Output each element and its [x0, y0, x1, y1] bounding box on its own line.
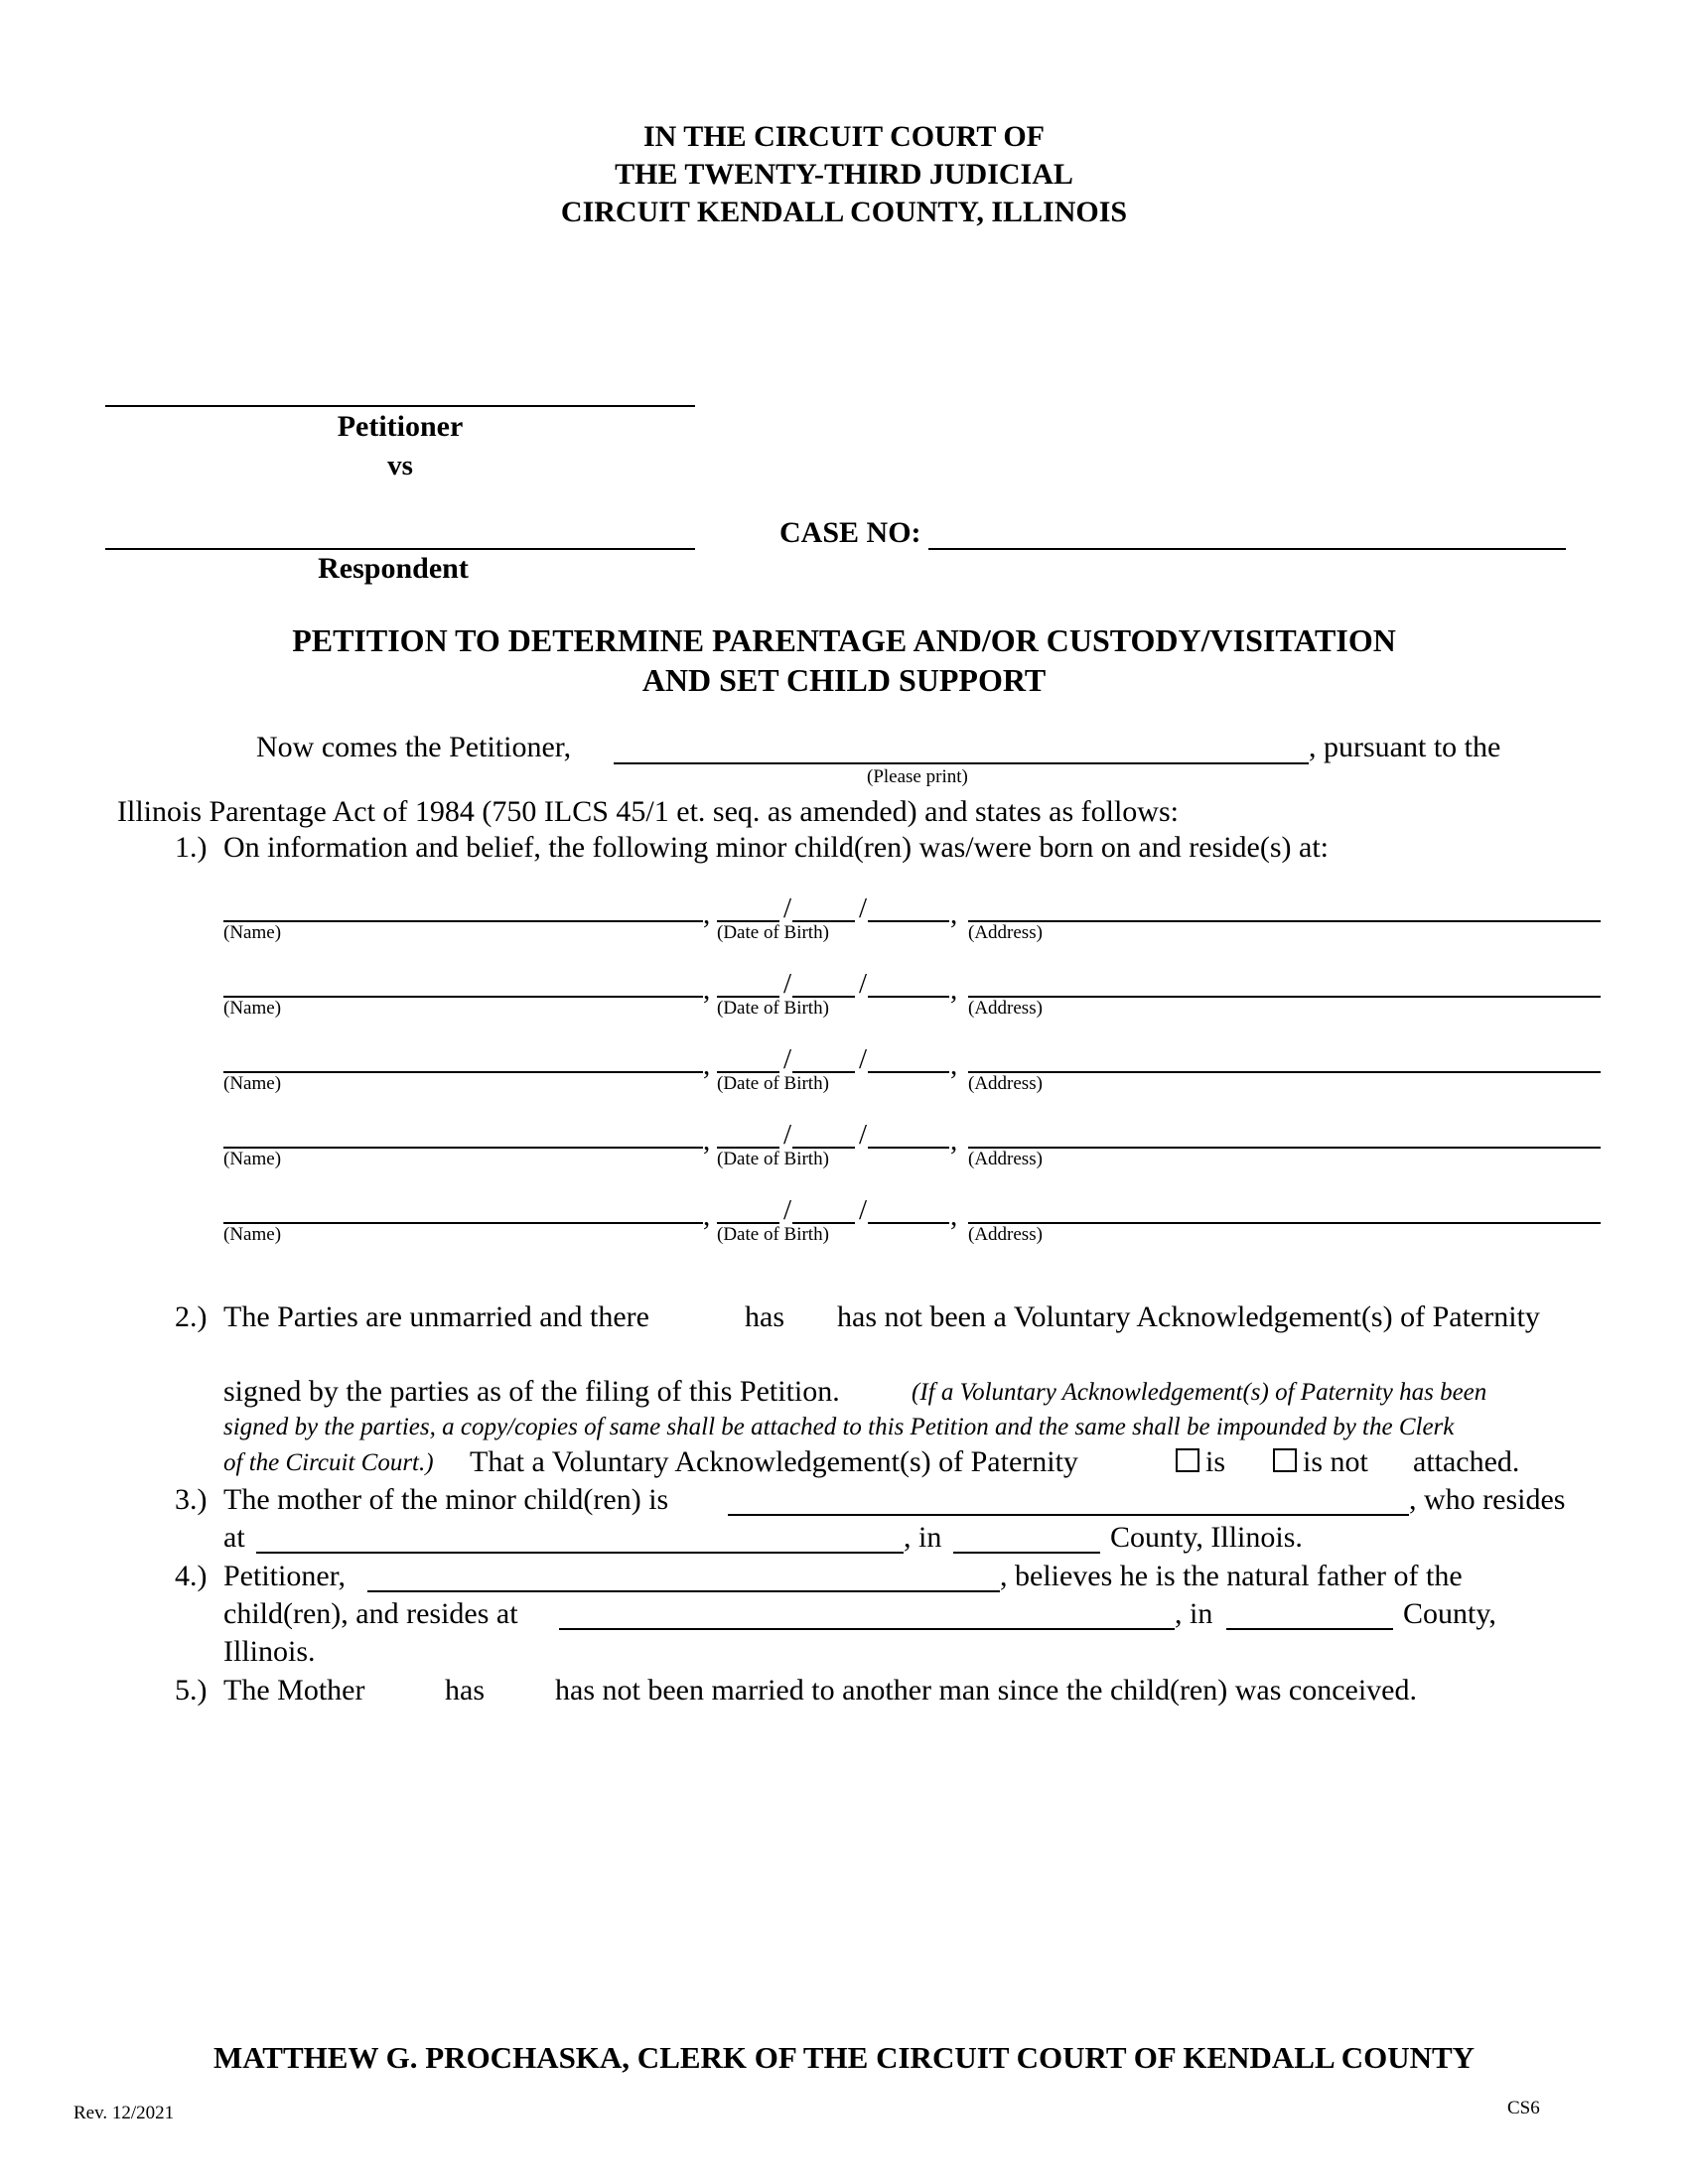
- vs-label: vs: [387, 450, 413, 481]
- item-5-option-has[interactable]: has: [445, 1674, 485, 1706]
- item-4-county: County,: [1403, 1597, 1496, 1630]
- child-dob-label: (Date of Birth): [717, 1073, 829, 1094]
- child-name-field[interactable]: [223, 996, 703, 998]
- slash-separator: /: [859, 892, 868, 924]
- checkbox-is[interactable]: [1176, 1445, 1225, 1479]
- child-name-label: (Name): [223, 998, 282, 1019]
- petitioner-address-field[interactable]: [559, 1628, 1175, 1630]
- child-name-label: (Name): [223, 1073, 282, 1094]
- comma-separator: ,: [703, 1125, 711, 1157]
- petitioner-print-field[interactable]: [614, 762, 1309, 764]
- child-address-field[interactable]: [968, 1071, 1601, 1073]
- child-address-field[interactable]: [968, 1147, 1601, 1149]
- dob-year-field[interactable]: [868, 1071, 949, 1073]
- comma-separator: ,: [703, 1200, 711, 1232]
- court-header-line-1: IN THE CIRCUIT COURT OF: [642, 120, 1046, 153]
- slash-separator: /: [783, 1043, 792, 1075]
- petitioner-label: Petitioner: [337, 410, 464, 443]
- item-3-county: County, Illinois.: [1110, 1521, 1303, 1554]
- checkbox-is-icon[interactable]: [1176, 1448, 1199, 1472]
- item-5-text-a: The Mother: [223, 1674, 365, 1706]
- child-dob-label: (Date of Birth): [717, 1149, 829, 1169]
- checkbox-is-not-icon[interactable]: [1273, 1448, 1297, 1472]
- respondent-label: Respondent: [318, 552, 469, 585]
- petitioner-father-field[interactable]: [367, 1590, 1000, 1592]
- slash-separator: /: [859, 968, 868, 1000]
- item-3-text-b: , who resides: [1409, 1483, 1566, 1516]
- petition-title-line-1: PETITION TO DETERMINE PARENTAGE AND/OR CUSTODY/VISITATION: [292, 622, 1396, 658]
- slash-separator: /: [859, 1194, 868, 1226]
- comma-separator: ,: [703, 898, 711, 930]
- petition-title-line-2: AND SET CHILD SUPPORT: [641, 662, 1047, 698]
- dob-year-field[interactable]: [868, 1147, 949, 1149]
- please-print-label: (Please print): [867, 766, 968, 787]
- item-3-number: 3.): [175, 1483, 208, 1516]
- item-5-number: 5.): [175, 1674, 208, 1706]
- slash-separator: /: [783, 968, 792, 1000]
- dob-year-field[interactable]: [868, 996, 949, 998]
- item-3-in: , in: [904, 1521, 942, 1554]
- item-1-text: On information and belief, the following minor child(ren) was/were born on and reside(s) at:: [223, 831, 1330, 864]
- item-2-italic-3: of the Circuit Court.): [223, 1449, 434, 1476]
- child-name-field[interactable]: [223, 1071, 703, 1073]
- item-2-text-a: The Parties are unmarried and there: [223, 1300, 649, 1333]
- child-address-label: (Address): [968, 1149, 1043, 1169]
- comma-separator: ,: [950, 1049, 958, 1081]
- child-address-field[interactable]: [968, 996, 1601, 998]
- checkbox-is-not-label: is not: [1303, 1445, 1368, 1478]
- child-address-field[interactable]: [968, 920, 1601, 922]
- child-address-label: (Address): [968, 922, 1043, 943]
- checkbox-is-not[interactable]: [1273, 1445, 1368, 1479]
- child-name-field[interactable]: [223, 920, 703, 922]
- slash-separator: /: [783, 892, 792, 924]
- child-address-field[interactable]: [968, 1222, 1601, 1224]
- case-no-field[interactable]: [928, 548, 1566, 550]
- now-comes-text: Now comes the Petitioner,: [256, 731, 572, 763]
- child-name-label: (Name): [223, 922, 282, 943]
- comma-separator: ,: [950, 898, 958, 930]
- checkbox-is-label: is: [1205, 1445, 1226, 1478]
- item-3-text-a: The mother of the minor child(ren) is: [223, 1483, 669, 1516]
- court-header-line-2: THE TWENTY-THIRD JUDICIAL: [615, 158, 1073, 191]
- item-4-in: , in: [1175, 1597, 1213, 1630]
- petitioner-name-line[interactable]: [105, 405, 695, 407]
- petitioner-county-field[interactable]: [1226, 1628, 1393, 1630]
- child-name-label: (Name): [223, 1224, 282, 1245]
- form-code: CS6: [1507, 2098, 1540, 2118]
- item-2-attached: attached.: [1413, 1445, 1520, 1478]
- mother-address-field[interactable]: [256, 1552, 904, 1554]
- child-name-field[interactable]: [223, 1147, 703, 1149]
- slash-separator: /: [859, 1043, 868, 1075]
- child-dob-label: (Date of Birth): [717, 1224, 829, 1245]
- comma-separator: ,: [950, 1200, 958, 1232]
- item-4-text-a: Petitioner,: [223, 1560, 346, 1592]
- item-2-italic-2: signed by the parties, a copy/copies of same shall be attached to this Petition and the same shall be impounded by the Clerk: [223, 1414, 1455, 1440]
- child-dob-label: (Date of Birth): [717, 998, 829, 1019]
- child-dob-label: (Date of Birth): [717, 922, 829, 943]
- item-2-attach-text: That a Voluntary Acknowledgement(s) of Paternity: [470, 1445, 1078, 1478]
- act-text: Illinois Parentage Act of 1984 (750 ILCS 45/1 et. seq. as amended) and states as follows:: [117, 795, 1179, 828]
- child-address-label: (Address): [968, 998, 1043, 1019]
- item-4-illinois: Illinois.: [223, 1635, 316, 1668]
- comma-separator: ,: [703, 1049, 711, 1081]
- revision-label: Rev. 12/2021: [73, 2103, 175, 2123]
- comma-separator: ,: [950, 1125, 958, 1157]
- mother-name-field[interactable]: [728, 1514, 1409, 1516]
- dob-year-field[interactable]: [868, 1222, 949, 1224]
- slash-separator: /: [859, 1119, 868, 1151]
- respondent-name-line[interactable]: [105, 548, 695, 550]
- item-5-text-b: has not been married to another man since the child(ren) was conceived.: [555, 1674, 1417, 1706]
- item-2-option-has[interactable]: has: [745, 1300, 784, 1333]
- child-name-label: (Name): [223, 1149, 282, 1169]
- item-2-italic-1: (If a Voluntary Acknowledgement(s) of Paternity has been: [912, 1379, 1487, 1406]
- court-header-line-3: CIRCUIT KENDALL COUNTY, ILLINOIS: [560, 196, 1128, 228]
- item-4-number: 4.): [175, 1560, 208, 1592]
- item-3-at: at: [223, 1521, 245, 1554]
- mother-county-field[interactable]: [953, 1552, 1100, 1554]
- child-address-label: (Address): [968, 1224, 1043, 1245]
- clerk-footer: MATTHEW G. PROCHASKA, CLERK OF THE CIRCUIT COURT OF KENDALL COUNTY: [212, 2040, 1476, 2075]
- item-4-text-b: , believes he is the natural father of the: [1000, 1560, 1463, 1592]
- slash-separator: /: [783, 1119, 792, 1151]
- case-no-label: CASE NO:: [779, 516, 921, 549]
- item-1-number: 1.): [175, 831, 208, 864]
- item-2-number: 2.): [175, 1300, 208, 1333]
- comma-separator: ,: [703, 974, 711, 1006]
- pursuant-text: , pursuant to the: [1309, 731, 1501, 763]
- child-name-field[interactable]: [223, 1222, 703, 1224]
- slash-separator: /: [783, 1194, 792, 1226]
- comma-separator: ,: [950, 974, 958, 1006]
- child-address-label: (Address): [968, 1073, 1043, 1094]
- item-2-signed-text: signed by the parties as of the filing of this Petition.: [223, 1375, 840, 1408]
- item-4-resides: child(ren), and resides at: [223, 1597, 518, 1630]
- dob-year-field[interactable]: [868, 920, 949, 922]
- item-2-text-b: has not been a Voluntary Acknowledgement(s) of Paternity: [837, 1300, 1540, 1333]
